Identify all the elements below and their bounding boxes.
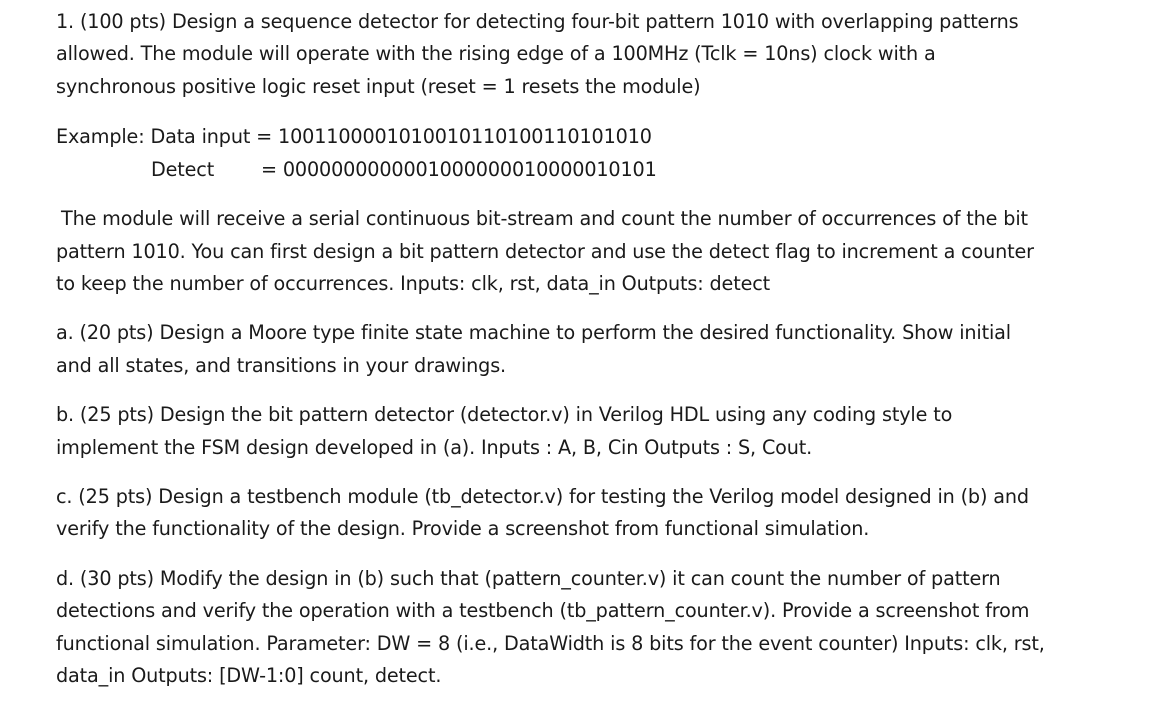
- question-statement: [56, 6, 1146, 103]
- intro-line-1: The module will receive a serial continuous bit-stream and count the number of occurrences of the bit: [61, 207, 1028, 231]
- part-c-line-2: verify the functionality of the design. Provide a screenshot from functional simulation.: [56, 517, 870, 541]
- part-a-line-2: and all states, and transitions in your drawings.: [56, 353, 506, 377]
- example-block: [56, 120, 1146, 186]
- part-b-line-2: implement the FSM design developed in (a). Inputs : A, B, Cin Outputs : S, Cout.: [56, 435, 813, 459]
- intro-line-3: to keep the number of occurrences. Inputs: clk, rst, data_in Outputs: detect: [56, 272, 771, 296]
- part-c: [56, 481, 1146, 546]
- part-d-line-1: d. (30 pts) Modify the design in (b) such that (pattern_counter.v) it can count the number of pattern: [56, 566, 1001, 590]
- part-b-line-1: b. (25 pts) Design the bit pattern detector (detector.v) in Verilog HDL using any coding style to: [56, 403, 953, 427]
- intro-line-2: pattern 1010. You can first design a bit pattern detector and use the detect flag to increment a counter: [56, 239, 1034, 263]
- module-description: [56, 203, 1146, 300]
- example-detect-value: = 0000000000001000000010000010101: [261, 158, 657, 182]
- part-d-line-2: detections and verify the operation with a testbench (tb_pattern_counter.v). Provide a screenshot from: [56, 599, 1030, 623]
- document-page: [56, 6, 1146, 693]
- question-line-2: allowed. The module will operate with the rising edge of a 100MHz (Tclk = 10ns) clock with a: [56, 42, 936, 66]
- part-d-line-3: functional simulation. Parameter: DW = 8 (i.e., DataWidth is 8 bits for the event counter) Inputs: clk, rst,: [56, 631, 1045, 655]
- question-line-1: 1. (100 pts) Design a sequence detector for detecting four-bit pattern 1010 with overlapping patterns: [56, 10, 1019, 33]
- part-d-line-4: data_in Outputs: [DW-1:0] count, detect.: [56, 664, 442, 688]
- part-a: [56, 317, 1146, 382]
- example-detect-label: Detect: [151, 158, 215, 182]
- part-d: [56, 563, 1146, 693]
- part-c-line-1: c. (25 pts) Design a testbench module (tb_detector.v) for testing the Verilog model designed in (b) and: [56, 485, 1029, 509]
- example-data-line: Example: Data input = 1001100001010010110100110101010: [56, 125, 652, 149]
- example-detect-row: [56, 153, 1146, 186]
- part-a-line-1: a. (20 pts) Design a Moore type finite state machine to perform the desired functionality. Show initial: [56, 321, 1011, 345]
- example-data-row: [56, 120, 1146, 153]
- part-b: [56, 399, 1146, 464]
- question-line-3: synchronous positive logic reset input (reset = 1 resets the module): [56, 74, 701, 98]
